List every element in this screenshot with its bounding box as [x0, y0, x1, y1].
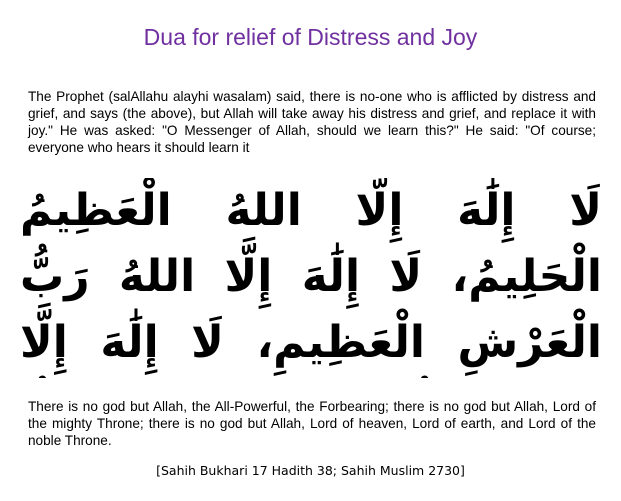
- hadith-reference: [Sahih Bukhari 17 Hadith 38; Sahih Muslim 2730]: [156, 463, 465, 478]
- hadith-paragraph: The Prophet (salAllahu alayhi wasalam) said, there is no-one who is afflicted by distress and grief, and says (the above), but Allah will take away his distress and grief, and replace it with joy." He was asked: "O Messenger of Allah, should we learn this?" He said: "Of course; everyone who hears it should learn it: [28, 89, 596, 155]
- translation-paragraph: There is no god but Allah, the All-Powerful, the Forbearing; there is no god but Allah, Lord of the mighty Throne; there is no god but Allah, Lord of heaven, Lord of earth, and Lord of the noble Throne.: [28, 399, 596, 448]
- arabic-dua-text: لَا إِلَٰهَ إِلَّا اللهُ الْعَظِيمُ الْحَلِيمُ، لَا إِلَٰهَ إِلَّا اللهُ رَبُّ الْعَرْشِ الْعَظِيمِ، لَا إِلَٰهَ إِلَّا: [20, 185, 602, 368]
- page-title: Dua for relief of Distress and Joy: [143, 24, 478, 50]
